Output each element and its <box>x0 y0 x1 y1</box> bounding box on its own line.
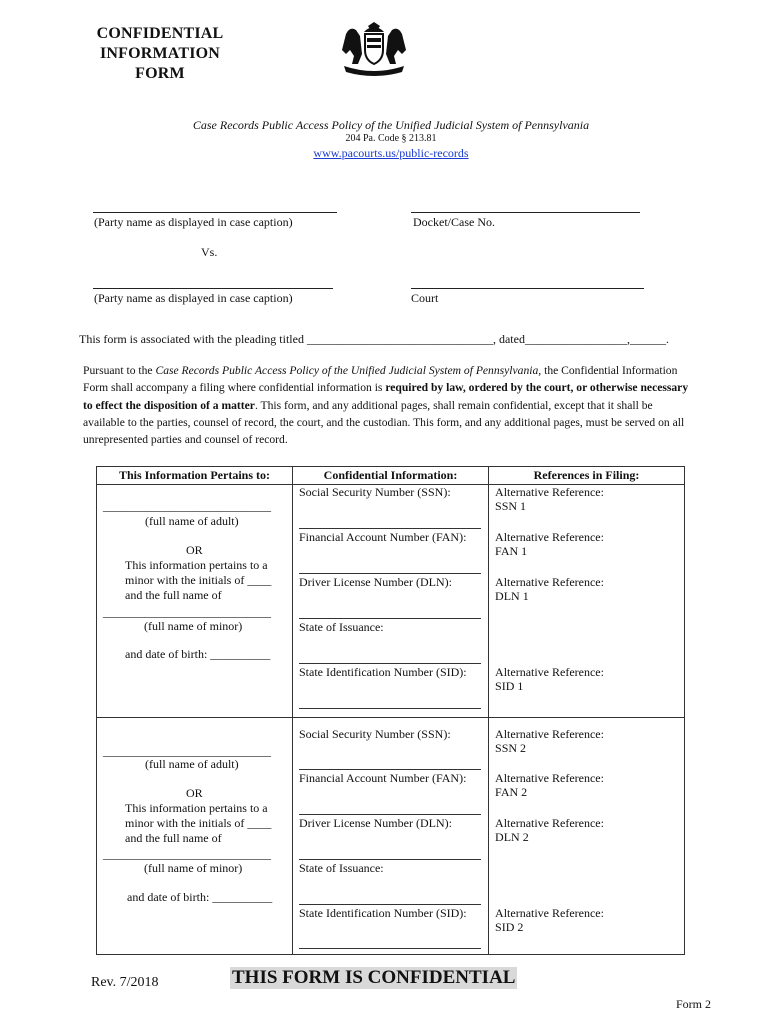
ssn-input-line[interactable] <box>299 769 481 770</box>
dln-label: Driver License Number (DLN): <box>299 816 452 830</box>
table-header-row <box>97 467 685 485</box>
adult-name-blank[interactable]: ____________________________ <box>103 744 271 758</box>
state-input-line[interactable] <box>299 663 481 664</box>
minor-name-blank[interactable]: ____________________________ <box>103 847 271 861</box>
minor-name-blank[interactable]: ____________________________ <box>103 605 271 619</box>
versus-label: Vs. <box>201 245 218 259</box>
sid-label: State Identification Number (SID): <box>299 906 467 920</box>
ssn-ref-value: SSN 2 <box>495 741 527 755</box>
docket-line[interactable] <box>411 212 640 213</box>
sid-ref-value: SID 1 <box>495 679 524 693</box>
table-row <box>97 485 685 718</box>
ssn-label: Social Security Number (SSN): <box>299 485 451 499</box>
records-link[interactable]: www.pacourts.us/public-records <box>313 146 469 160</box>
header-references: References in Filing: <box>489 467 685 485</box>
or-label: OR <box>186 543 203 557</box>
sid-ref-value: SID 2 <box>495 920 524 934</box>
info-cell-1 <box>293 485 489 718</box>
minor-text-3: and the full name of <box>125 588 222 602</box>
minor-label: (full name of minor) <box>144 619 243 633</box>
minor-text-1: This information pertains to a <box>125 801 268 815</box>
adult-label: (full name of adult) <box>145 514 239 528</box>
pennsylvania-seal-icon <box>338 20 410 76</box>
refs-cell-2 <box>489 718 685 955</box>
confidential-banner: THIS FORM IS CONFIDENTIAL <box>232 967 516 988</box>
instructions-paragraph <box>83 362 693 448</box>
party2-line[interactable] <box>93 288 333 289</box>
pleading-association: This form is associated with the pleading titled _______________________________, dated_________________,______. <box>79 332 669 346</box>
title-line-2: INFORMATION <box>99 45 221 62</box>
ssn-ref-value: SSN 1 <box>495 499 527 513</box>
ssn-ref-label: Alternative Reference: <box>495 727 604 741</box>
sid-label: State Identification Number (SID): <box>299 665 467 679</box>
dln-ref-value: DLN 1 <box>495 589 529 603</box>
party1-label: (Party name as displayed in case caption) <box>94 215 293 229</box>
sid-ref-label: Alternative Reference: <box>495 906 604 920</box>
header-pertains: This Information Pertains to: <box>97 467 293 485</box>
dln-input-line[interactable] <box>299 618 481 619</box>
adult-name-blank[interactable]: ____________________________ <box>103 499 271 513</box>
ssn-label: Social Security Number (SSN): <box>299 727 451 741</box>
pertains-cell-1 <box>97 485 293 718</box>
fan-ref-value: FAN 2 <box>495 785 528 799</box>
sid-input-line[interactable] <box>299 708 481 709</box>
info-cell-2 <box>293 718 489 955</box>
dln-ref-value: DLN 2 <box>495 830 529 844</box>
pertains-cell-2 <box>97 718 293 955</box>
minor-text-2: minor with the initials of ____ <box>125 816 272 830</box>
state-issuance-label: State of Issuance: <box>299 620 384 634</box>
policy-title: Case Records Public Access Policy of the Unified Judicial System of Pennsylvania <box>192 118 590 132</box>
dln-ref-label: Alternative Reference: <box>495 575 604 589</box>
state-input-line[interactable] <box>299 904 481 905</box>
para-policy-italic: Case Records Public Access Policy of the Unified Judicial System of Pennsylvania <box>155 364 539 377</box>
title-line-3: FORM <box>135 65 185 82</box>
para-bold: required by law, ordered by the court, or otherwise necessary to effect the disposition of a matter <box>83 381 689 412</box>
pa-code: 204 Pa. Code § 213.81 <box>345 133 437 144</box>
para-text-3: . This form, and any additional pages, shall remain confidential, except that it shall be available to the parties, counsel of record, the court, and the custodian. This form, and any additional pages, must be served on all unrepresented parties and counsel of record. <box>83 398 685 447</box>
para-text-1: Pursuant to the <box>83 364 156 377</box>
confidential-info-table <box>96 466 685 955</box>
table-row <box>97 718 685 955</box>
para-text-2: , the Confidential Information Form shall accompany a filing where confidential information is <box>83 364 678 395</box>
fan-ref-value: FAN 1 <box>495 544 528 558</box>
minor-text-1: This information pertains to a <box>125 558 268 572</box>
minor-label: (full name of minor) <box>144 861 243 875</box>
fan-input-line[interactable] <box>299 814 481 815</box>
party1-line[interactable] <box>93 212 337 213</box>
dob-field[interactable]: and date of birth: __________ <box>125 647 271 661</box>
revision-date: Rev. 7/2018 <box>91 975 159 990</box>
title-line-1: CONFIDENTIAL <box>96 25 224 42</box>
court-label: Court <box>411 291 439 305</box>
form-title <box>82 24 238 84</box>
dln-ref-label: Alternative Reference: <box>495 816 604 830</box>
dln-label: Driver License Number (DLN): <box>299 575 452 589</box>
sid-ref-label: Alternative Reference: <box>495 665 604 679</box>
minor-text-2: minor with the initials of ____ <box>125 573 272 587</box>
fan-ref-label: Alternative Reference: <box>495 530 604 544</box>
state-issuance-label: State of Issuance: <box>299 861 384 875</box>
header-confidential: Confidential Information: <box>293 467 489 485</box>
court-line[interactable] <box>411 288 644 289</box>
ssn-input-line[interactable] <box>299 528 481 529</box>
fan-label: Financial Account Number (FAN): <box>299 771 467 785</box>
docket-label: Docket/Case No. <box>413 215 495 229</box>
dln-input-line[interactable] <box>299 859 481 860</box>
sid-input-line[interactable] <box>299 948 481 949</box>
or-label: OR <box>186 786 203 800</box>
refs-cell-1 <box>489 485 685 718</box>
dob-field[interactable]: and date of birth: __________ <box>127 890 273 904</box>
minor-text-3: and the full name of <box>125 831 222 845</box>
fan-input-line[interactable] <box>299 573 481 574</box>
fan-label: Financial Account Number (FAN): <box>299 530 467 544</box>
form-number: Form 2 <box>676 997 712 1011</box>
party2-label: (Party name as displayed in case caption) <box>94 291 293 305</box>
ssn-ref-label: Alternative Reference: <box>495 485 604 499</box>
adult-label: (full name of adult) <box>145 757 239 771</box>
fan-ref-label: Alternative Reference: <box>495 771 604 785</box>
